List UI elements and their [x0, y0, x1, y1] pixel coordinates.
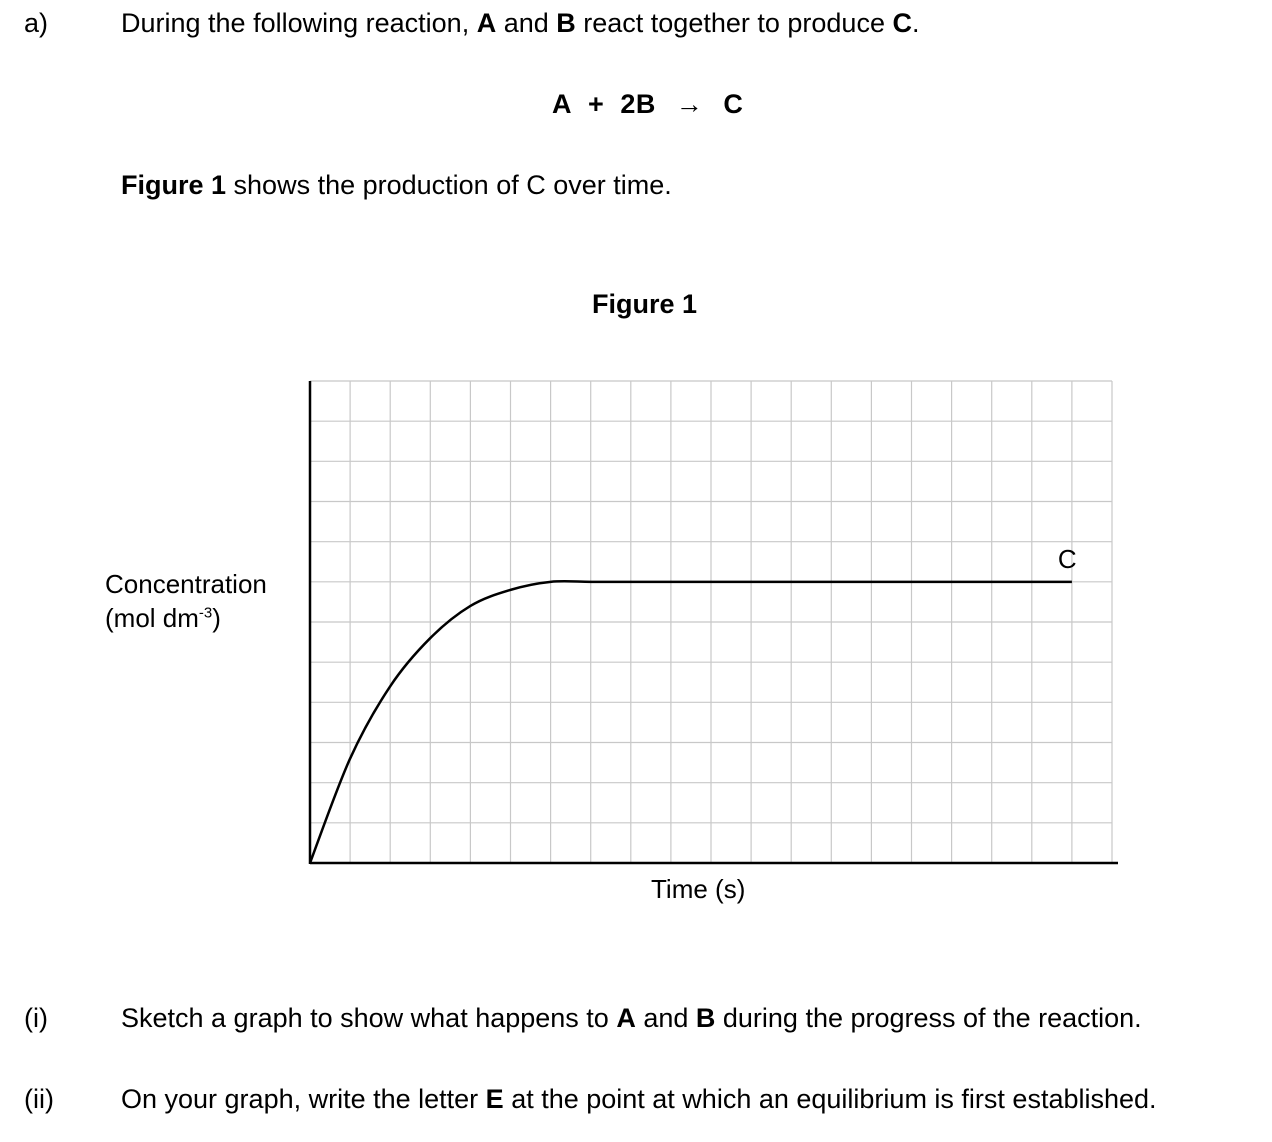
figure-title: Figure 1	[592, 289, 698, 319]
reactant-a: A	[552, 89, 572, 119]
y-axis-label: Concentration (mol $dm^{-3}$)	[105, 569, 267, 633]
plus-sign: +	[588, 89, 605, 119]
x-axis-label: Time (s)	[651, 874, 746, 904]
part-ii-text: On your graph, write the letter E at the point at which an equilibrium is first established.	[121, 1084, 1157, 1114]
series-line-c	[310, 581, 1072, 863]
chart-series	[310, 544, 1077, 863]
product-c: C	[723, 89, 744, 119]
part-i-text: Sketch a graph to show what happens to A and B during the progress of the reaction.	[121, 1003, 1142, 1033]
reaction-arrow: →	[675, 89, 704, 119]
series-label-c: C	[1057, 543, 1077, 574]
reactant-2b: 2B	[620, 89, 656, 119]
part-ii-label: (ii)	[24, 1084, 54, 1114]
chart-grid	[310, 381, 1112, 863]
intro-text: During the following reaction, A and B react together to produce C.	[121, 8, 920, 38]
figure-reference-text: Figure 1 shows the production of C over time.	[121, 170, 672, 200]
part-a-label: a)	[24, 8, 49, 38]
part-i-label: (i)	[24, 1003, 48, 1033]
